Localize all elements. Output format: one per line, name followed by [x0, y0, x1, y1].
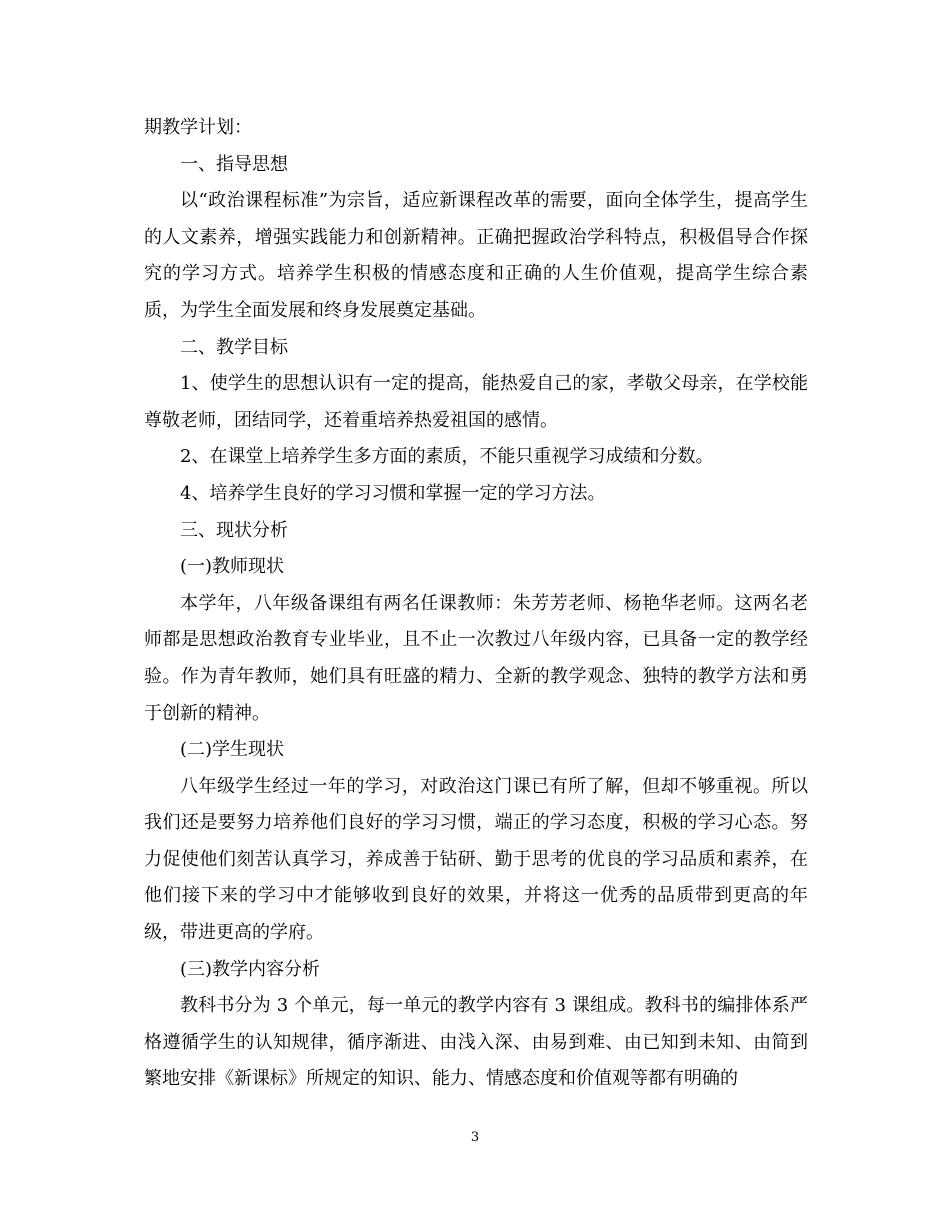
- heading-guiding-ideology: 一、指导思想: [180, 153, 288, 175]
- body-text: [144, 110, 808, 1098]
- subheading-content-analysis: (三)教学内容分析: [180, 958, 321, 980]
- subheading-teachers: (一)教师现状: [180, 556, 285, 578]
- paragraph-intro: 期教学计划：: [144, 117, 252, 138]
- heading-teaching-goals: 二、教学目标: [180, 336, 288, 358]
- paragraph-goal-2: 2、在课堂上培养学生多方面的素质，不能只重视学习成绩和分数。: [180, 446, 714, 468]
- paragraph-students: 八年级学生经过一年的学习，对政治这门课已有所了解，但却不够重视。所以我们还是要努力培养他们良好的学习习惯，端正的学习态度，积极的学习心态。努力促使他们刻苦认真学习，养成善于钻研、勤于思考的优良的学习品质和素养，在他们接下来的学习中才能够收到良好的效果，并将这一优秀的品质带到更高的年级，带进更高的学府。: [144, 775, 808, 944]
- heading-current-analysis: 三、现状分析: [180, 519, 288, 541]
- paragraph-teachers: 本学年，八年级备课组有两名任课教师：朱芳芳老师、杨艳华老师。这两名老师都是思想政治教育专业毕业，且不止一次教过八年级内容，已具备一定的教学经验。作为青年教师，她们具有旺盛的精力、全新的教学观念、独特的教学方法和勇于创新的精神。: [144, 592, 808, 724]
- subheading-students: (二)学生现状: [180, 739, 285, 761]
- page-number: 3: [470, 1130, 480, 1145]
- paragraph-guiding-ideology: 以“政治课程标准”为宗旨，适应新课程改革的需要，面向全体学生，提高学生的人文素养，增强实践能力和创新精神。正确把握政治学科特点，积极倡导合作探究的学习方式。培养学生积极的情感态度和正确的人生价值观，提高学生综合素质，为学生全面发展和终身发展奠定基础。: [144, 190, 808, 321]
- paragraph-content-analysis: 教科书分为 3 个单元，每一单元的教学内容有 3 课组成。教科书的编排体系严格遵循学生的认知规律，循序渐进、由浅入深、由易到难、由已知到未知、由简到繁地安排《新课标》所规定的知识、能力、情感态度和价值观等都有明确的: [144, 995, 808, 1090]
- paragraph-goal-4: 4、培养学生良好的学习习惯和掌握一定的学习方法。: [180, 482, 606, 504]
- paragraph-goal-1: 1、使学生的思想认识有一定的提高，能热爱自己的家，孝敬父母亲，在学校能尊敬老师，团结同学，还着重培养热爱祖国的感情。: [144, 373, 808, 431]
